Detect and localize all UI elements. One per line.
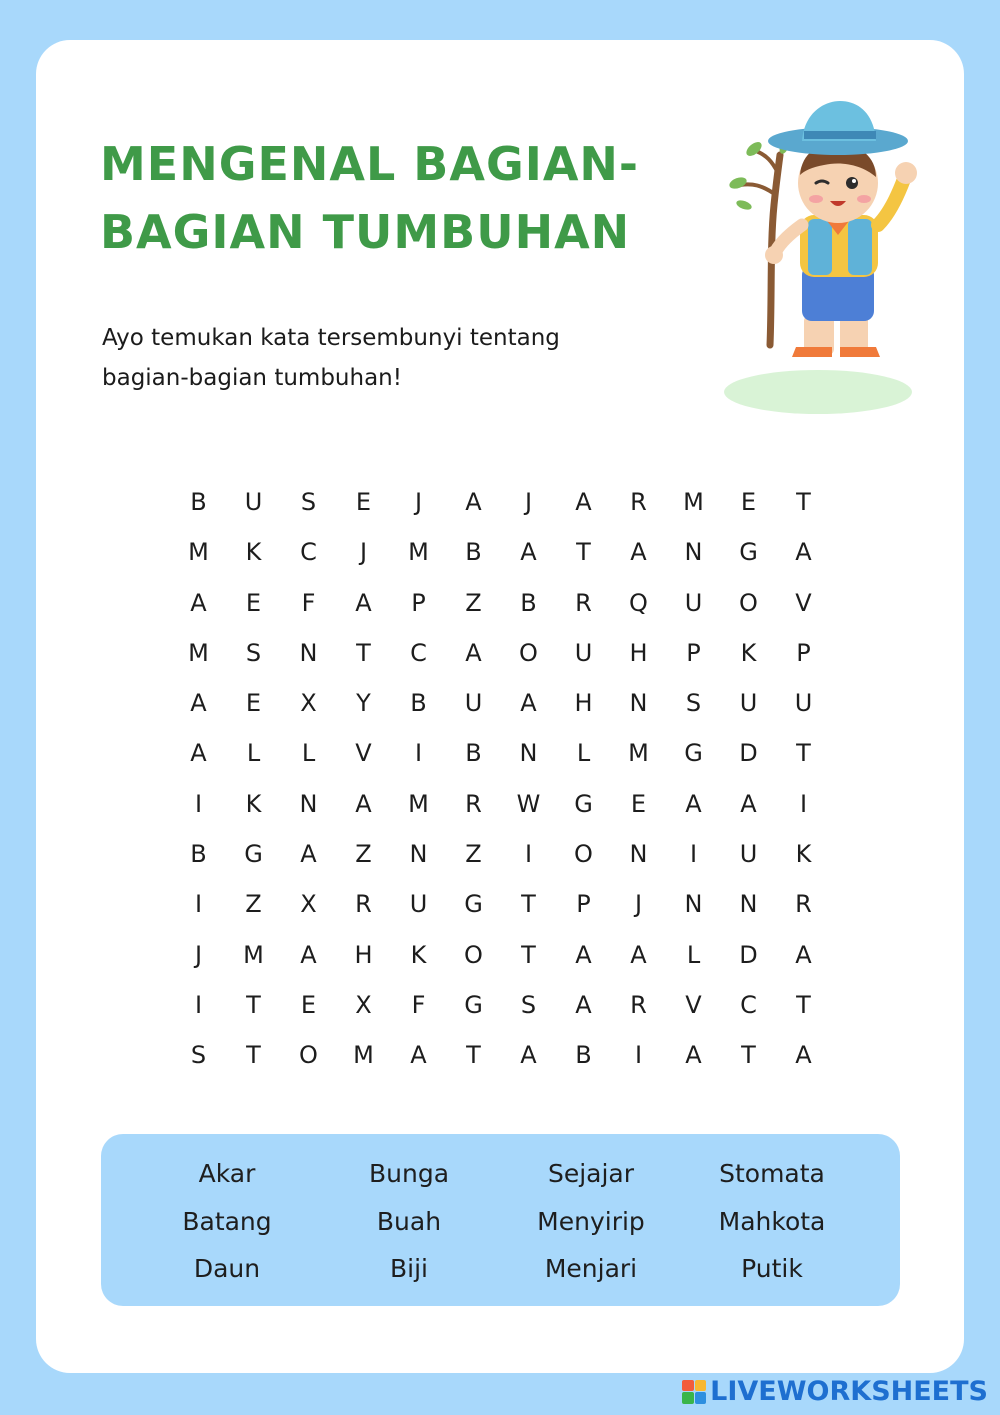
grid-cell[interactable]: M bbox=[683, 488, 704, 516]
grid-cell[interactable]: L bbox=[576, 739, 591, 768]
grid-cell[interactable]: T bbox=[246, 1041, 261, 1070]
grid-cell[interactable]: A bbox=[465, 488, 482, 516]
word-list-item: Sejajar bbox=[547, 1159, 635, 1188]
grid-cell[interactable]: F bbox=[301, 588, 316, 617]
brand-text: LIVEWORKSHEETS bbox=[710, 1376, 988, 1407]
word-list-column-1 bbox=[132, 1150, 322, 1293]
instructions-line-2: bagian-bagian tumbuhan! bbox=[102, 365, 402, 391]
title-line-1: MENGENAL BAGIAN- bbox=[100, 137, 640, 191]
grid-cell[interactable]: B bbox=[190, 488, 207, 516]
grid-cell[interactable]: J bbox=[524, 488, 533, 516]
word-list-column-2 bbox=[314, 1150, 504, 1293]
grid-cell[interactable]: E bbox=[245, 588, 262, 617]
grid-cell[interactable]: S bbox=[245, 638, 262, 667]
grid-cell[interactable]: A bbox=[520, 689, 537, 718]
grid-cell[interactable]: N bbox=[299, 638, 318, 667]
grid-cell[interactable]: A bbox=[685, 1041, 702, 1070]
word-list-item: Stomata bbox=[719, 1159, 825, 1188]
liveworksheets-brand[interactable] bbox=[682, 1376, 988, 1407]
grid-cell[interactable]: I bbox=[524, 840, 533, 869]
grid-cell[interactable]: K bbox=[795, 840, 812, 869]
grid-cell[interactable]: V bbox=[355, 739, 372, 768]
grid-cell[interactable]: J bbox=[634, 890, 643, 919]
grid-cell[interactable]: X bbox=[300, 890, 317, 919]
grid-cell[interactable]: A bbox=[795, 538, 812, 567]
grid-cell[interactable]: Z bbox=[245, 890, 262, 919]
grid-cell[interactable]: R bbox=[795, 890, 812, 919]
grid-cell[interactable]: S bbox=[685, 689, 702, 718]
grid-cell[interactable]: A bbox=[190, 689, 207, 718]
word-list-column-3 bbox=[496, 1150, 686, 1293]
word-list-item: Putik bbox=[741, 1254, 803, 1283]
grid-cell[interactable]: C bbox=[410, 638, 427, 667]
grid-cell[interactable]: I bbox=[194, 890, 203, 919]
instructions bbox=[102, 318, 702, 398]
grid-cell[interactable]: T bbox=[521, 890, 536, 919]
grid-cell[interactable]: A bbox=[520, 1041, 537, 1070]
grid-cell[interactable]: D bbox=[739, 940, 758, 969]
grid-cell[interactable]: X bbox=[300, 689, 317, 718]
word-list-box bbox=[101, 1134, 900, 1306]
grid-cell[interactable]: A bbox=[190, 739, 207, 768]
grid-cell[interactable]: A bbox=[300, 940, 317, 969]
grid-cell[interactable]: T bbox=[796, 739, 811, 768]
grid-cell[interactable]: G bbox=[574, 789, 593, 818]
grid-cell[interactable]: P bbox=[411, 588, 426, 617]
grid-cell[interactable]: L bbox=[686, 940, 701, 969]
word-list-item: Bunga bbox=[368, 1159, 450, 1188]
grid-cell[interactable]: T bbox=[521, 940, 536, 969]
grid-cell[interactable]: N bbox=[409, 840, 428, 869]
grid-cell[interactable]: O bbox=[464, 940, 483, 969]
grid-cell[interactable]: U bbox=[464, 689, 483, 718]
grid-cell[interactable]: B bbox=[465, 739, 482, 768]
grid-cell[interactable]: L bbox=[301, 739, 316, 768]
grid-cell[interactable]: I bbox=[194, 789, 203, 818]
grid-cell[interactable]: T bbox=[796, 990, 811, 1019]
grid-cell[interactable]: U bbox=[574, 638, 593, 667]
grid-cell[interactable]: H bbox=[629, 638, 648, 667]
grid-cell[interactable]: N bbox=[684, 890, 703, 919]
grid-cell[interactable]: E bbox=[245, 689, 262, 718]
grid-cell[interactable]: A bbox=[630, 940, 647, 969]
grid-cell[interactable]: O bbox=[299, 1041, 318, 1070]
word-list-item: Akar bbox=[198, 1159, 256, 1188]
grid-cell[interactable]: W bbox=[516, 789, 541, 818]
grid-cell[interactable]: A bbox=[795, 1041, 812, 1070]
grid-cell[interactable]: O bbox=[519, 638, 538, 667]
grid-cell[interactable]: P bbox=[686, 638, 701, 667]
grid-cell[interactable]: A bbox=[190, 588, 207, 617]
grid-cell[interactable]: O bbox=[739, 588, 758, 617]
grid-cell[interactable]: A bbox=[300, 840, 317, 869]
word-search-grid[interactable] bbox=[171, 477, 831, 1081]
grid-cell[interactable]: X bbox=[355, 990, 372, 1019]
grid-cell[interactable]: A bbox=[575, 940, 592, 969]
grid-cell[interactable]: N bbox=[519, 739, 538, 768]
grid-cell[interactable]: V bbox=[795, 588, 812, 617]
grid-cell[interactable]: E bbox=[300, 990, 317, 1019]
grid-cell[interactable]: N bbox=[629, 689, 648, 718]
grid-cell[interactable]: N bbox=[629, 840, 648, 869]
grid-cell[interactable]: Q bbox=[629, 588, 648, 617]
grid-cell[interactable]: H bbox=[354, 940, 373, 969]
grid-cell[interactable]: F bbox=[411, 990, 426, 1019]
grid-cell[interactable]: I bbox=[634, 1041, 643, 1070]
grid-cell[interactable]: M bbox=[243, 940, 264, 969]
grid-cell[interactable]: S bbox=[190, 1041, 207, 1070]
grid-cell[interactable]: I bbox=[689, 840, 698, 869]
grid-cell[interactable]: Z bbox=[465, 840, 482, 869]
grid-cell[interactable]: T bbox=[576, 538, 591, 567]
instructions-line-1: Ayo temukan kata tersembunyi tentang bbox=[102, 325, 560, 351]
grid-cell[interactable]: G bbox=[739, 538, 758, 567]
grid-cell[interactable]: Z bbox=[465, 588, 482, 617]
grid-cell[interactable]: B bbox=[190, 840, 207, 869]
grid-cell[interactable]: K bbox=[410, 940, 427, 969]
grid-cell[interactable]: M bbox=[408, 789, 429, 818]
grid-cell[interactable]: K bbox=[245, 789, 262, 818]
word-list-item: Mahkota bbox=[718, 1206, 826, 1236]
grid-cell[interactable]: B bbox=[520, 588, 537, 617]
word-list-item: Menyirip bbox=[537, 1206, 645, 1236]
grid-cell[interactable]: S bbox=[520, 990, 537, 1019]
grid-cell[interactable]: A bbox=[355, 588, 372, 617]
grid-cell[interactable]: B bbox=[465, 538, 482, 567]
grid-cell[interactable]: G bbox=[684, 739, 703, 768]
grid-cell[interactable]: M bbox=[408, 538, 429, 567]
grid-cell[interactable]: R bbox=[630, 990, 647, 1019]
word-list-item: Buah bbox=[376, 1206, 442, 1236]
grid-cell[interactable]: R bbox=[630, 488, 647, 516]
grid-cell[interactable]: T bbox=[466, 1041, 481, 1070]
grid-cell[interactable]: J bbox=[359, 538, 368, 567]
grid-cell[interactable]: I bbox=[414, 739, 423, 768]
page-title bbox=[100, 130, 660, 266]
grid-cell[interactable]: R bbox=[465, 789, 482, 818]
grid-cell[interactable]: I bbox=[799, 789, 808, 818]
grid-cell[interactable]: A bbox=[685, 789, 702, 818]
grid-cell[interactable]: Z bbox=[355, 840, 372, 869]
word-list-item: Batang bbox=[182, 1206, 272, 1236]
grid-cell[interactable]: C bbox=[300, 538, 317, 567]
grid-cell[interactable]: G bbox=[244, 840, 263, 869]
grid-cell[interactable]: T bbox=[741, 1041, 756, 1070]
grid-cell[interactable]: A bbox=[795, 940, 812, 969]
grid-cell[interactable]: M bbox=[188, 638, 209, 667]
grid-cell[interactable]: A bbox=[410, 1041, 427, 1070]
grid-cell[interactable]: A bbox=[575, 990, 592, 1019]
liveworksheets-logo-icon bbox=[682, 1380, 706, 1404]
grid-cell[interactable]: P bbox=[796, 638, 811, 667]
grid-cell[interactable]: U bbox=[739, 840, 758, 869]
grid-cell[interactable]: N bbox=[299, 789, 318, 818]
grid-cell[interactable]: B bbox=[575, 1041, 592, 1070]
grid-cell[interactable]: D bbox=[739, 739, 758, 768]
word-list-item: Daun bbox=[193, 1254, 261, 1283]
explorer-boy-illustration bbox=[712, 95, 922, 425]
grid-cell[interactable]: P bbox=[576, 890, 591, 919]
grid-cell[interactable]: A bbox=[740, 789, 757, 818]
grid-cell[interactable]: K bbox=[245, 538, 262, 567]
grid-cell[interactable]: A bbox=[465, 638, 482, 667]
word-list-item: Menjari bbox=[544, 1254, 638, 1283]
grid-cell[interactable]: J bbox=[414, 488, 423, 516]
grid-cell[interactable]: V bbox=[685, 990, 702, 1019]
word-list-column-4 bbox=[677, 1150, 867, 1293]
grid-cell[interactable]: M bbox=[353, 1041, 374, 1070]
grid-cell[interactable]: L bbox=[246, 739, 261, 768]
grid-cell[interactable]: R bbox=[355, 890, 372, 919]
title-line-2: BAGIAN TUMBUHAN bbox=[100, 205, 631, 259]
grid-cell[interactable]: U bbox=[684, 588, 703, 617]
grid-cell[interactable]: A bbox=[355, 789, 372, 818]
grid-cell[interactable]: I bbox=[194, 990, 203, 1019]
grid-cell[interactable]: N bbox=[739, 890, 758, 919]
grid-cell[interactable]: E bbox=[740, 488, 757, 516]
grid-cell[interactable]: E bbox=[355, 488, 372, 516]
grid-cell[interactable]: O bbox=[574, 840, 593, 869]
grid-cell[interactable]: N bbox=[684, 538, 703, 567]
grid-cell[interactable]: K bbox=[740, 638, 757, 667]
grid-cell[interactable]: S bbox=[300, 488, 317, 516]
grid-cell[interactable]: A bbox=[575, 488, 592, 516]
grid-cell[interactable]: J bbox=[194, 940, 203, 969]
grid-cell[interactable]: G bbox=[464, 890, 483, 919]
grid-cell[interactable]: H bbox=[574, 689, 593, 718]
grid-cell[interactable]: U bbox=[794, 689, 813, 718]
grid-cell[interactable]: A bbox=[520, 538, 537, 567]
grid-cell[interactable]: T bbox=[356, 638, 371, 667]
grid-cell[interactable]: M bbox=[628, 739, 649, 768]
grid-cell[interactable]: T bbox=[246, 990, 261, 1019]
grid-cell[interactable]: U bbox=[244, 488, 263, 516]
grid-cell[interactable]: G bbox=[464, 990, 483, 1019]
grid-cell[interactable]: T bbox=[796, 488, 811, 516]
grid-cell[interactable]: M bbox=[188, 538, 209, 567]
grid-cell[interactable]: C bbox=[740, 990, 757, 1019]
grid-cell[interactable]: Y bbox=[356, 689, 371, 718]
grid-cell[interactable]: R bbox=[575, 588, 592, 617]
grid-cell[interactable]: U bbox=[739, 689, 758, 718]
grid-cell[interactable]: A bbox=[630, 538, 647, 567]
word-list-item: Biji bbox=[390, 1254, 428, 1283]
grid-cell[interactable]: U bbox=[409, 890, 428, 919]
grid-cell[interactable]: E bbox=[630, 789, 647, 818]
grid-cell[interactable]: B bbox=[410, 689, 427, 718]
